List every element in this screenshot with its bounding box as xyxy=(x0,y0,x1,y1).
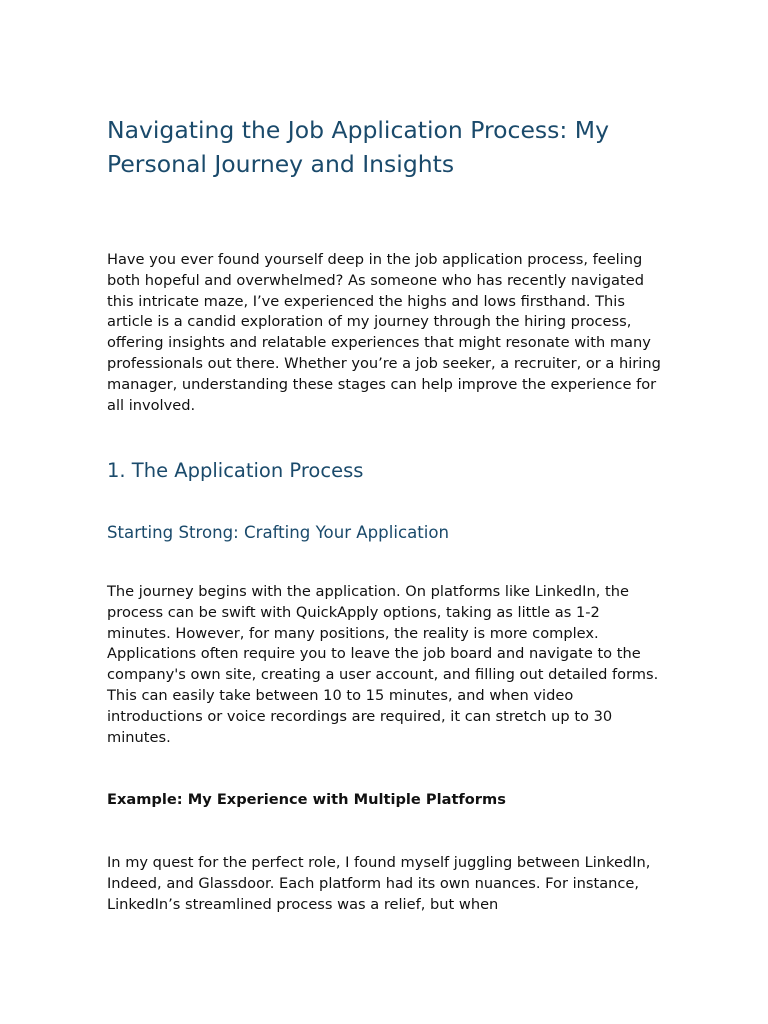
section-heading: 1. The Application Process xyxy=(107,459,364,482)
application-paragraph: The journey begins with the application. On platforms like LinkedIn, the process can be swift with QuickApply options, taking as little as 1-2 minutes. However, for many positions, the reality is more complex. Applications often require you to leave the job board and navigate to the company's own site, creating a user account, and filling out detailed forms. This can easily take between 10 to 15 minutes, and when video introductions or voice recordings are required, it can stretch up to 30 minutes. xyxy=(107,583,659,746)
article-title: Navigating the Job Application Process: My Personal Journey and Insights xyxy=(107,116,609,178)
subsection-heading: Starting Strong: Crafting Your Application xyxy=(107,523,450,542)
example-heading: Example: My Experience with Multiple Platforms xyxy=(107,791,506,808)
intro-paragraph: Have you ever found yourself deep in the job application process, feeling both hopeful and overwhelmed? As someone who has recently navigated this intricate maze, I’ve experienced the highs and lows firsthand. This article is a candid exploration of my journey through the hiring process, offering insights and relatable experiences that might resonate with many professionals out there. Whether you’re a job seeker, a recruiter, or a hiring manager, understanding these stages can help improve the experience for all involved. xyxy=(107,251,661,414)
example-paragraph: In my quest for the perfect role, I found myself juggling between LinkedIn, Indeed, and Glassdoor. Each platform had its own nuances. For instance, LinkedIn’s streamlined process was a relief, but when xyxy=(107,854,651,913)
